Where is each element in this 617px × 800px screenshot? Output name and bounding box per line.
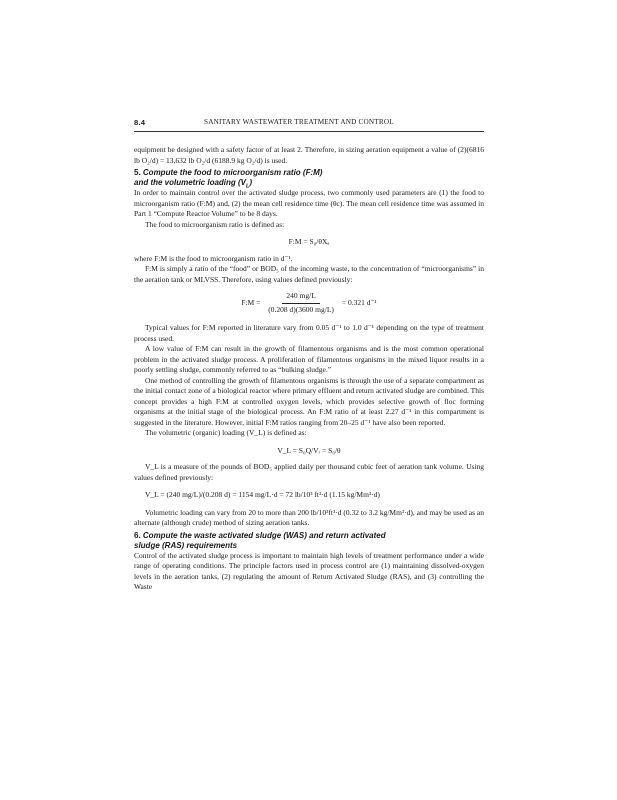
section-5-para-5: Typical values for F:M reported in literature vary from 0.05 d⁻¹ to 1.0 d⁻¹ depending on the type of treatment process used. [134,323,484,343]
equation-fm-denominator: (0.208 d)(3600 mg/L) [268,304,334,314]
section-5-para-8: The volumetric (organic) loading (V_L) is defined as: [145,428,307,437]
page-number: 8.4 [134,118,146,127]
equation-fm-value [134,291,484,315]
header-rule [134,131,484,132]
equation-fm-definition: F:M = S₀/θXₐ [288,237,330,246]
section-5-heading [134,168,484,188]
intro-paragraph: equipment be designed with a safety factor of at least 2. Therefore, in sizing aeration equipment a value of (2)(6816 lb O₂/d) = 13,632 lb O₂/d (6188.9 kg O₂/d) is used. [134,145,484,165]
book-page [134,118,484,593]
section-5-title-line2: and the volumetric loading (V [134,178,247,187]
page-body [134,145,484,593]
equation-vl-value: V_L = (240 mg/L)/(0.208 d) = 1154 mg/L·d = 72 lb/10³ ft³·d (1.15 kg/Mm³·d) [145,490,380,499]
section-6-title-line1: Compute the waste activated sludge (WAS) and return activated [142,530,386,540]
section-5-para-1: In order to maintain control over the activated sludge process, two commonly used parameters are (1) the food to microorganism ratio (F:M) and, (2) the mean cell residence time (θc). The mean cell residence time was assumed in Part 1 “Compute Reactor Volume” to be 8 days. [134,188,484,218]
running-title: SANITARY WASTEWATER TREATMENT AND CONTROL [204,118,394,126]
section-6-number: 6. [134,530,141,540]
equation-fm-lhs: F:M = [241,297,261,307]
section-5-para-10: Volumetric loading can vary from 20 to more than 200 lb/10³ft³·d (0.32 to 3.2 kg/Mm³·d), and may be used as an alternate (although crude) method of sizing aeration tanks. [134,507,484,527]
section-5-para-7: One method of controlling the growth of filamentous organisms is through the use of a separate compartment as the initial contact zone of a biological reactor where primary effluent and return activated sludge are combined. This concept provides a high F:M at controlled oxygen levels, which provides selective growth of floc forming organisms at the initial stage of the biological process. An F:M ratio of at least 2.27 d⁻¹ in this compartment is suggested in the literature. However, initial F:M ratios ranging from 20–25 d⁻¹ have also been reported. [134,375,484,427]
section-5-para-6: A low value of F:M can result in the growth of filamentous organisms and is the most common operational problem in the activated sludge process. A proliferation of filamentous organisms in the mixed liquor results in a poorly settling sludge, commonly referred to as “bulking sludge.” [134,344,484,374]
equation-vl-definition: V_L = S₀Q/Vᵣ = S₀/θ [277,445,341,455]
section-5-title-line1: Compute the food to microorganism ratio (F:M) [142,168,323,177]
section-5-para-9: V_L is a measure of the pounds of BOD₅ applied daily per thousand cubic feet of aeration tank volume. Using values defined previously: [134,462,484,482]
equation-fm-fraction [264,291,338,315]
section-5-title-sub: L [246,183,250,190]
equation-fm-rhs: = 0.321 d⁻¹ [341,297,377,307]
section-6-title-line2: sludge (RAS) requirements [134,540,238,550]
section-5-number: 5. [134,168,141,177]
section-5-para-2: The food to microorganism ratio is defined as: [145,219,285,229]
section-5-title-end: ) [249,178,253,187]
equation-fm-numerator: 240 mg/L [282,291,319,304]
running-header [134,118,484,130]
section-6-heading [134,531,484,551]
section-5-para-4: F:M is simply a ratio of the “food” or BOD₅ of the incoming waste, to the concentration of “microorganisms” in the aeration tank or MLVSS. Therefore, using values defined previously: [134,264,484,284]
section-5-para-3: where F:M is the food to microorganism ratio in d⁻¹. [134,253,293,263]
section-6-para-1: Control of the activated sludge process is important to maintain high levels of treatment performance under a wide range of operating conditions. The principle factors used in process control are (1) maintaining dissolved-oxygen levels in the aeration tanks, (2) regulating the amount of Return Activated Sludge (RAS), and (3) controlling the Waste [134,550,484,591]
